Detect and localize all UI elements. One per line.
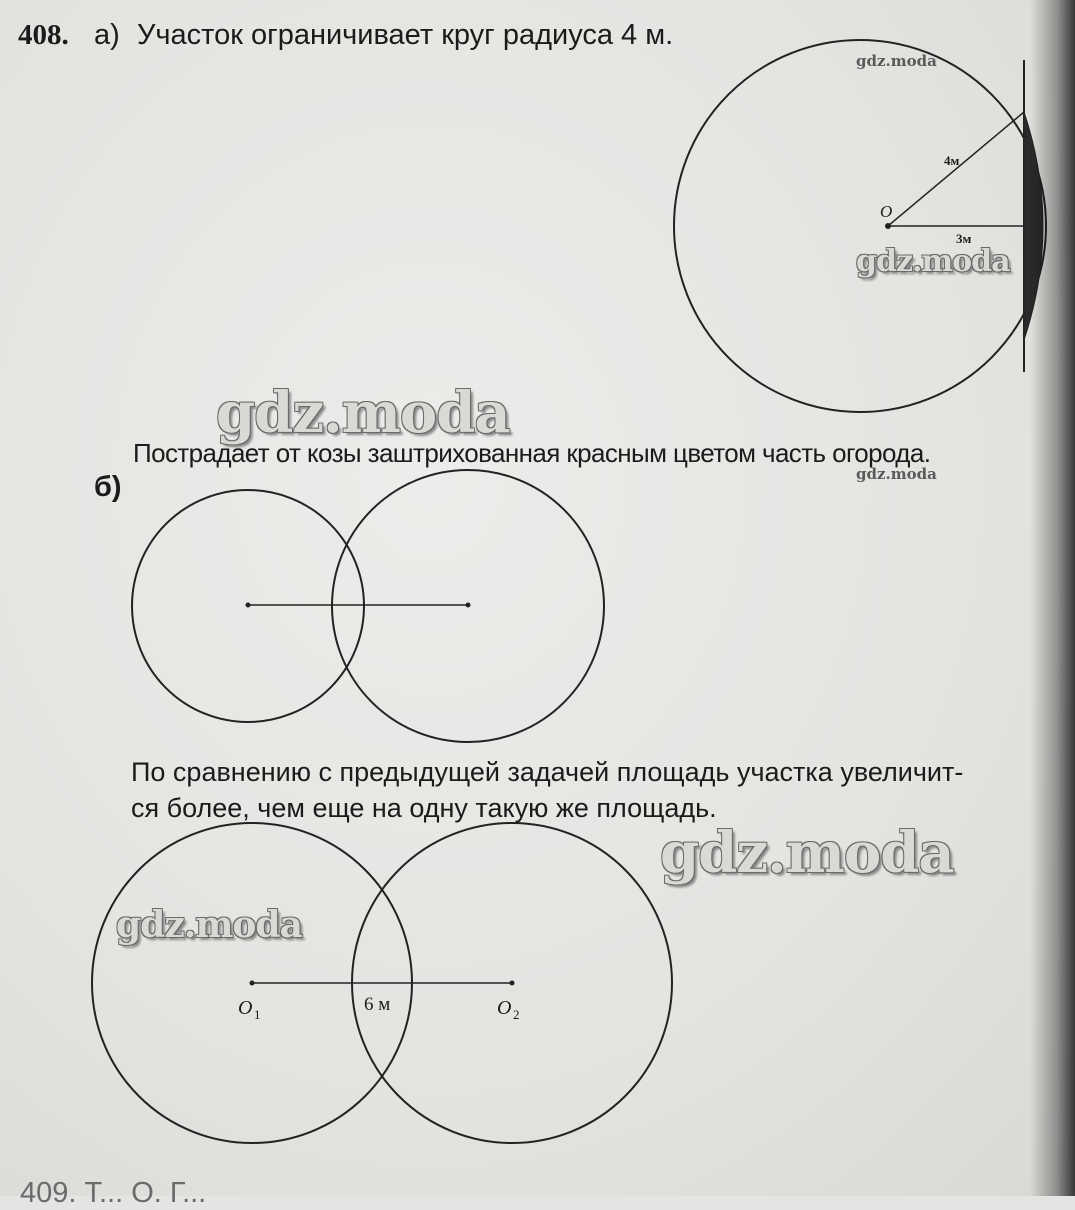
figure-a [674,40,1046,412]
center-o1 [250,981,255,986]
distance-label-c: 6 м [364,994,391,1015]
center-b-left [246,603,251,608]
part-b-text-line1: По сравнению с предыдущей задачей площадь участка увеличит- [131,757,964,787]
part-b-text-line2: ся более, чем еще на одну такую же площадь. [131,793,717,823]
figure-c [92,823,672,1143]
center-o2-sub: 2 [513,1007,520,1022]
watermark-2: gdz.moda [856,244,1010,279]
center-o1-sub: 1 [254,1007,261,1022]
part-b-marker: б) [94,471,122,503]
center-label-o: O [880,202,893,221]
page-edge-shadow [1030,0,1075,1196]
figure-b [132,470,604,742]
center-point-o [885,223,891,229]
problem-number: 408. [18,19,69,51]
part-a-marker: а) [94,19,120,51]
watermark-3: gdz.moda [216,380,510,446]
part-a-conclusion: Пострадает от козы заштрихованная красным цветом часть огорода. [133,438,931,468]
watermark-small-4: gdz.moda [856,465,937,483]
center-o2 [510,981,515,986]
center-o2-label: O [497,997,512,1019]
center-b-right [466,603,471,608]
watermark-5: gdz.moda [660,820,954,886]
watermark-6: gdz.moda [116,904,302,946]
watermark-small-1: gdz.moda [856,52,937,70]
distance-label: 3м [956,231,972,246]
next-problem-cut: 409. Т... О. Г... [20,1177,207,1209]
radius-line [888,112,1024,226]
center-o1-label: O [238,997,253,1019]
radius-label: 4м [944,153,960,168]
part-a-text: Участок ограничивает круг радиуса 4 м. [137,19,674,51]
